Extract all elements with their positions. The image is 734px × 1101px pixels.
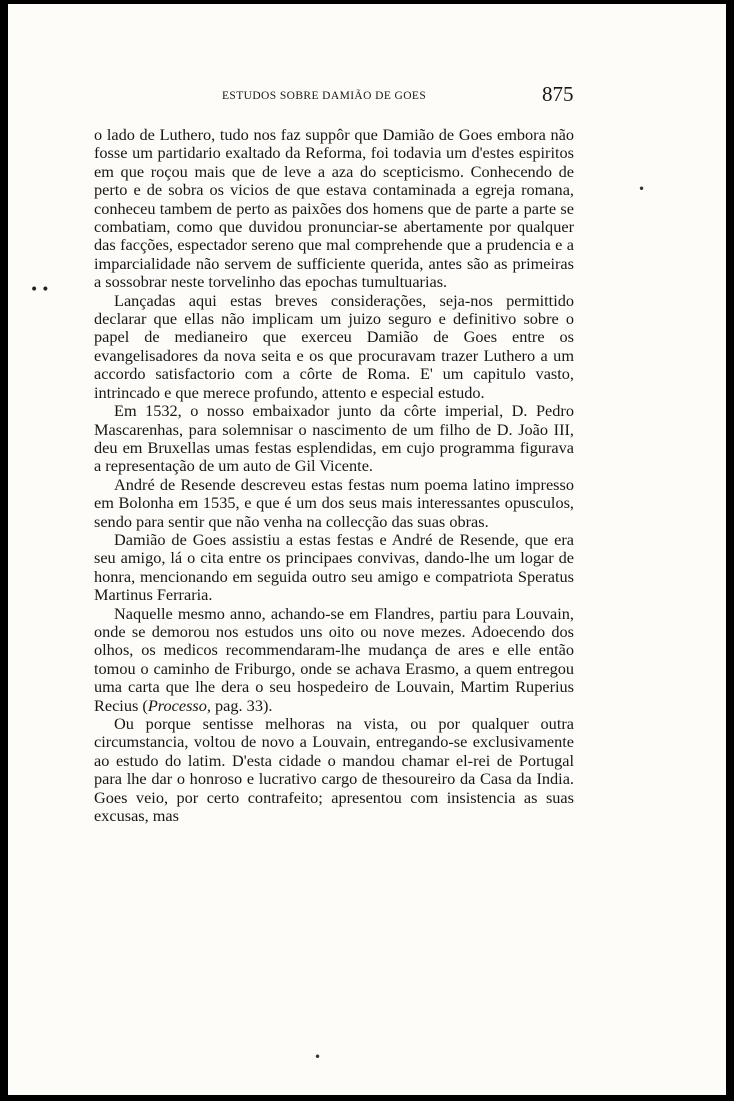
paragraph-7: Ou porque sentisse melhoras na vista, ou por qualquer outra circumstancia, voltou de novo a Louvain, entregando-se exclusivamente ao estudo do latim. D'esta cidade o mandou chamar el-rei de Portugal para lhe dar o honroso e lucrativo cargo de thesoureiro da Casa da India. Goes veio, por certo contrafeito; apresentou com insistencia as suas excusas, mas bbox=[94, 714, 574, 826]
paragraph-4: André de Resende descreveu estas festas num poema latino impresso em Bolonha em 1535, e que é um dos seus mais interessantes opusculos, sendo para sentir que não venha na collecção das suas obras. bbox=[94, 474, 574, 531]
running-title: ESTUDOS SOBRE DAMIÃO DE GOES bbox=[222, 90, 427, 102]
paragraph-1: o lado de Luthero, tudo nos faz suppôr que Damião de Goes embora não fosse um partidario exaltado da Reforma, foi todavia um d'estes espiritos em que roçou mais que de leve a aza do scepticismo. Conhecendo de perto e de sobra os vicios de que estava contaminada a egreja romana, conheceu tambem de perto as paixões dos homens que de parte a parte se combatiam, como que duvidou pronunciar-se abertamente por qualquer das facções, espectador sereno que mal comprehende que a prudencia e a imparcialidade não servem de sufficiente querida, antes são as primeiras a sossobrar neste torvelinho das epochas tumultuarias. bbox=[94, 125, 574, 292]
margin-mark-right: • bbox=[638, 182, 646, 196]
paragraph-2: Lançadas aqui estas breves considerações, seja-nos permittido declarar que ellas não implicam um juizo seguro e definitivo sobre o papel de medianeiro que exerceu Damião de Goes entre os evangelisadores da nova seita e os que procuravam trazer Luthero a um accordo satisfactorio com a côrte de Roma. E' um capitulo vasto, intrincado e que merece profundo, attento e especial estudo. bbox=[94, 290, 574, 402]
paragraph-3: Em 1532, o nosso embaixador junto da côrte imperial, D. Pedro Mascarenhas, para solemnisar o nascimento de um filho de D. João III, deu em Bruxellas umas festas esplendidas, em cujo programma figurava a representação de um auto de Gil Vicente. bbox=[94, 401, 574, 476]
page-header bbox=[8, 82, 726, 112]
body-text bbox=[94, 126, 574, 825]
book-page bbox=[8, 4, 726, 1095]
paragraph-6-text: Naquelle mesmo anno, achando-se em Flandres, partiu para Louvain, onde se demorou nos estudos uns oito ou nove mezes. Adoecendo dos olhos, os medicos recommendaram-lhe mudança de ares e elle então tomou o caminho de Friburgo, onde se achava Erasmo, a quem entregou uma carta que lhe dera o seu hospedeiro de Louvain, Martim Ruperius Recius ( bbox=[94, 603, 574, 715]
margin-mark-left: •• bbox=[30, 282, 53, 298]
page-number: 875 bbox=[542, 82, 574, 106]
bottom-mark: • bbox=[314, 1050, 322, 1064]
paragraph-5: Damião de Goes assistiu a estas festas e André de Resende, que era seu amigo, lá o cita entre os principaes convivas, dando-lhe um logar de honra, mencionando em seguida outro seu amigo e compatriota Speratus Martinus Ferraria. bbox=[94, 529, 574, 605]
paragraph-6-end: pag. 33). bbox=[210, 695, 273, 715]
citation-italic: Processo, bbox=[147, 695, 211, 715]
paragraph-6 bbox=[94, 605, 574, 715]
